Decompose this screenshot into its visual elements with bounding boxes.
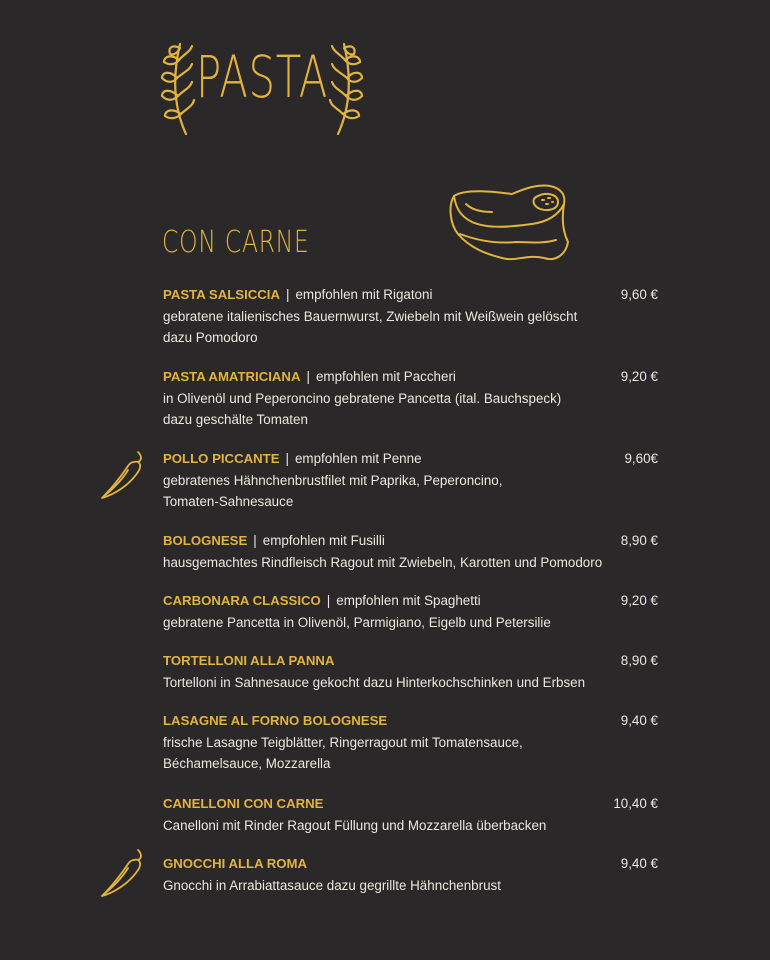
menu-item (163, 284, 658, 349)
item-price: 9,60€ (624, 451, 658, 466)
item-description: gebratene italienisches Bauernwurst, Zwiebeln mit Weißwein gelöscht (163, 308, 578, 324)
item-recommendation: empfohlen mit Spaghetti (336, 593, 481, 608)
item-price: 9,20 € (620, 593, 658, 608)
separator: | (306, 369, 310, 384)
laurel-left-icon (160, 38, 196, 136)
menu-item (163, 448, 658, 513)
separator: | (285, 451, 289, 466)
menu-item (163, 590, 658, 633)
item-recommendation: empfohlen mit Rigatoni (295, 287, 433, 302)
item-price: 8,90 € (620, 653, 658, 668)
item-description: in Olivenöl und Peperoncino gebratene Pancetta (ital. Bauchspeck) (163, 390, 562, 406)
section-title: CON CARNE (162, 225, 310, 260)
item-description: gebratene Pancetta in Olivenöl, Parmigiano, Eigelb und Petersilie (163, 614, 551, 630)
item-description: Canelloni mit Rinder Ragout Füllung und Mozzarella überbacken (163, 817, 547, 833)
separator: | (326, 593, 331, 608)
item-name: CARBONARA CLASSICO (163, 593, 321, 608)
item-name: GNOCCHI ALLA ROMA (163, 856, 308, 871)
item-description: hausgemachtes Rindfleisch Ragout mit Zwiebeln, Karotten und Pomodoro (163, 554, 603, 570)
item-description: Tortelloni in Sahnesauce gekocht dazu Hinterkochschinken und Erbsen (163, 674, 586, 690)
item-description: frische Lasagne Teigblätter, Ringerragout mit Tomatensauce, (163, 734, 523, 750)
menu-item (163, 793, 658, 836)
item-recommendation: empfohlen mit Fusilli (262, 533, 385, 548)
item-price: 9,40 € (620, 856, 658, 871)
menu-item (163, 710, 658, 775)
item-price: 9,20 € (620, 369, 658, 384)
item-description: gebratenes Hähnchenbrustfilet mit Paprika, Peperoncino, (163, 472, 503, 488)
chili-icon (98, 448, 148, 502)
item-recommendation: empfohlen mit Paccheri (315, 369, 456, 384)
menu-item (163, 853, 658, 896)
item-name: TORTELLONI ALLA PANNA (163, 653, 335, 668)
separator: | (253, 533, 257, 548)
item-description: dazu geschälte Tomaten (163, 412, 308, 427)
item-name: BOLOGNESE (163, 533, 248, 548)
menu-item (163, 650, 658, 693)
item-description: Tomaten-Sahnesauce (163, 494, 294, 509)
item-name: PASTA SALSICCIA (163, 287, 280, 302)
item-name: CANELLONI CON CARNE (163, 796, 324, 811)
item-description: Béchamelsauce, Mozzarella (163, 756, 331, 771)
menu-item (163, 530, 658, 573)
menu-title-block (160, 38, 370, 138)
chili-icon (98, 846, 148, 900)
separator: | (285, 287, 290, 302)
item-recommendation: empfohlen mit Penne (294, 451, 422, 466)
item-price: 8,90 € (620, 533, 658, 548)
laurel-right-icon (328, 38, 364, 136)
menu-item (163, 366, 658, 431)
item-name: LASAGNE AL FORNO BOLOGNESE (163, 713, 388, 728)
item-description: dazu Pomodoro (163, 330, 258, 345)
item-price: 9,60 € (620, 287, 658, 302)
item-description: Gnocchi in Arrabiattasauce dazu gegrillte Hähnchenbrust (163, 877, 501, 893)
menu-title: PASTA (196, 43, 329, 111)
item-name: POLLO PICCANTE (163, 451, 280, 466)
meat-steak-icon (446, 182, 572, 270)
item-name: PASTA AMATRICIANA (163, 369, 301, 384)
item-price: 10,40 € (613, 796, 658, 811)
item-price: 9,40 € (620, 713, 658, 728)
